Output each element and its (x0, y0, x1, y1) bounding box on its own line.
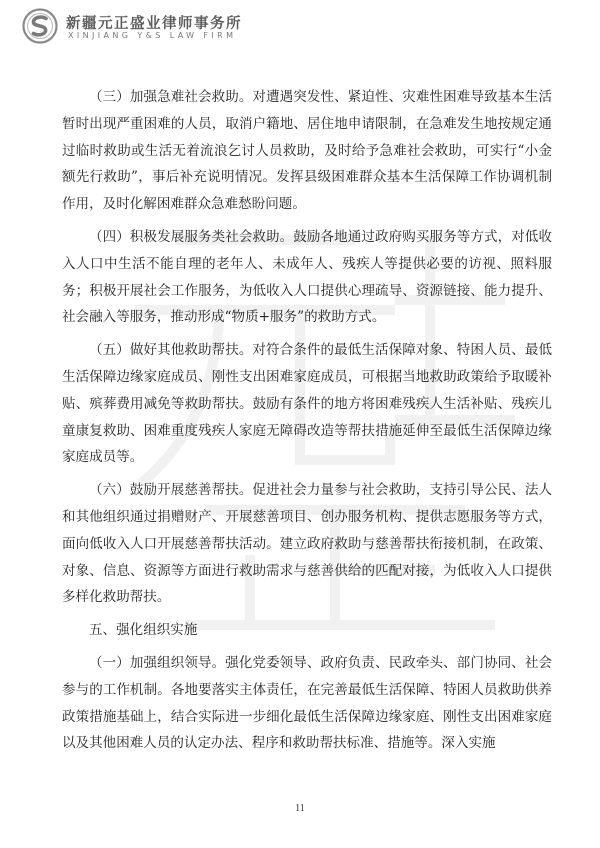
letterhead (22, 6, 322, 46)
firm-logo-icon (22, 8, 58, 44)
paragraph-other-assistance: （五）做好其他救助帮扶。对符合条件的最低生活保障对象、特困人员、最低生活保障边缘家庭成员、刚性支出困难家庭成员，可根据当地救助政策给予取暖补贴、殡葬费用减免等救助帮扶。鼓励有条件的地方将困难残疾人生活补贴、残疾儿童康复救助、困难重度残疾人家庭无障碍改造等帮扶措施延伸至最低生活保障边缘家庭成员等。 (62, 342, 552, 466)
paragraph-service-assistance: （四）积极发展服务类社会救助。鼓励各地通过政府购买服务等方式，对低收入人口中生活不能自理的老年人、未成年人、残疾人等提供必要的访视、照料服务；积极开展社会工作服务，为低收入人口提供心理疏导、资源链接、能力提升、社会融入等服务，推动形成“物质+服务”的救助方式。 (62, 228, 552, 326)
section-heading: 五、强化组织实施 (89, 622, 198, 639)
firm-name-cn: 新疆元正盛业律师事务所 (66, 16, 242, 32)
paragraph-emergency-assistance: （三）加强急难社会救助。对遭遇突发性、紧迫性、灾难性困难导致基本生活暂时出现严重困难的人员，取消户籍地、居住地申请限制，在急难发生地按规定通过临时救助或生活无着流浪乞讨人员救助，及时给予急难社会救助，可实行“小金额先行救助”，事后补充说明情况。发挥县级困难群众基本生活保障工作协调机制作用，及时化解困难群众急难愁盼问题。 (62, 89, 552, 213)
paragraph-charity-assistance: （六）鼓励开展慈善帮扶。促进社会力量参与社会救助，支持引导公民、法人和其他组织通过捐赠财产、开展慈善项目、创办服务机构、提供志愿服务等方式，面向低收入人口开展慈善帮扶活动。建立政府救助与慈善帮扶衔接机制，在政策、对象、信息、资源等方面进行救助需求与慈善供给的匹配对接，为低收入人口提供多样化救助帮扶。 (62, 482, 552, 606)
document-body (62, 84, 552, 763)
paragraph-organizational-leadership: （一）加强组织领导。强化党委领导、政府负责、民政牵头、部门协同、社会参与的工作机制。各地要落实主体责任，在完善最低生活保障、特困人员救助供养政策措施基础上，结合实际进一步细化最低生活保障边缘家庭、刚性支出困难家庭以及其他困难人员的认定办法、程序和救助帮扶标准、措施等。深入实施 (62, 654, 552, 752)
firm-name-en: XINJIANG Y&S LAW FIRM (68, 31, 237, 40)
page-number: 11 (295, 803, 305, 814)
